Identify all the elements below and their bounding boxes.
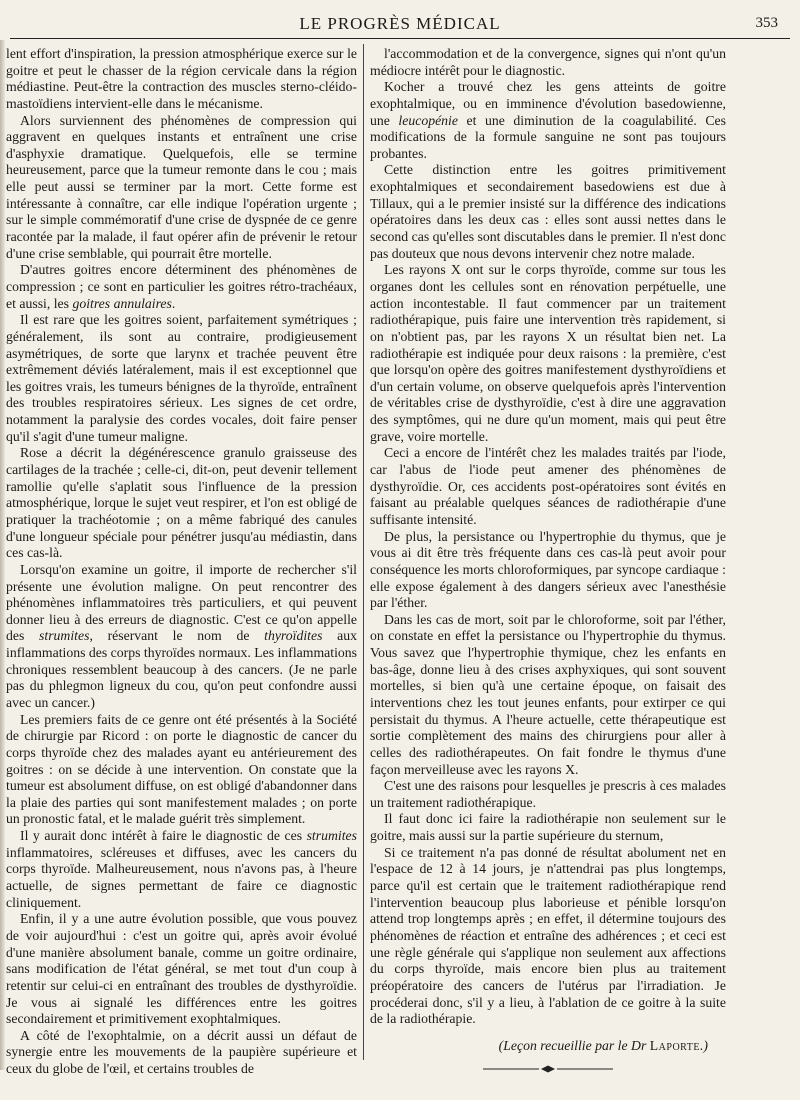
paragraph: Les premiers faits de ce genre ont été présentés à la Société de chirurgie par Ricord : on porte le diagnostic de cancer du corps thyroïde chez des malades ayant eu antérieurement des goitres : on se décide à une intervention. On constate que la tumeur est absolument diffuse, on est obligé d'abandonner dans la plaie des parties qui sont manifestement malades ; on porte un pronostic fatal, et le malade guérit très simplement.	[6, 711, 357, 827]
credit-suffix: .)	[699, 1037, 708, 1053]
paragraph: Les rayons X ont sur le corps thyroïde, comme sur tous les organes dont les cellules sont en rénovation perpétuelle, une action incontestable. Il faut commencer par un traitement radiothérapique, puis faire une intervention très rapidement, si on n'obtient pas, par les rayons X un résultat bien net. La radiothérapie est indiquée pour deux raisons : la première, c'est que lorsqu'on opère des goitres manifestement dysthyroïdiens et d'un certain volume, on observe quelquefois après l'intervention de véritables crise de dysthyroïdie, c'est à dire une aggravation des symptômes, qui ne dure qu'un moment, mais qui peut être grave, voire mortelle.	[370, 262, 726, 444]
page-binding-edge	[0, 40, 5, 1070]
paragraph: Kocher a trouvé chez les gens atteints de goitre exophtalmique, ou en imminence d'évolution basedowienne, une leucopénie et une diminution de la coagulabilité. Ces modifications de la formule sanguine ne sont pas toujours probantes.	[370, 79, 726, 161]
paragraph: D'autres goitres encore déterminent des phénomènes de compression ; ce sont en particulier les goitres rétro-trachéaux, et aussi, les goitres annulaires.	[6, 262, 357, 311]
page-number: 353	[755, 15, 778, 31]
paragraph: Il faut donc ici faire la radiothérapie non seulement sur le goitre, mais aussi sur la partie supérieure du sternum,	[370, 811, 726, 844]
paragraph: C'est une des raisons pour lesquelles je prescris à ces malades un traitement radiothérapique.	[370, 778, 726, 810]
paragraph: Cette distinction entre les goitres primitivement exophtalmiques et secondairement basedowiens est due à Tillaux, qui a le premier insisté sur la différence des indications opératoires dans les deux cas : elles sont aussi nettes dans le second cas qu'elles sont discutables dans le premier. Il n'est donc pas douteux que nous devons intervenir chez notre malade.	[370, 162, 726, 261]
lecture-credit	[370, 1038, 726, 1055]
column-divider	[363, 44, 364, 1060]
left-column	[6, 46, 357, 1078]
header-rule	[10, 38, 790, 39]
paragraph: l'accommodation et de la convergence, signes qui n'ont qu'un médiocre intérêt pour le diagnostic.	[370, 46, 726, 78]
paragraph: lent effort d'inspiration, la pression atmosphérique exerce sur le goitre et peut le chasser de la région cervicale dans la région médiastine. Peut-être la contraction des muscles sterno-cléido-mastoïdiens intervient-elle dans le mécanisme.	[6, 46, 357, 111]
credit-prefix: (Leçon recueillie par le Dr	[498, 1037, 647, 1053]
paragraph: Si ce traitement n'a pas donné de résultat abolument net en l'espace de 12 à 14 jours, je n'attendrai pas plus longtemps, parce qu'il est certain que le traitement radiothérapique rend l'intervention beaucoup plus laborieuse et pénible lorsqu'on attend trop longtemps après ; en effet, il détermine toujours des phénomènes de réaction et entraîne des adhérences ; et ceci est une règle générale qui s'applique non seulement aux affections du corps thyroïde, mais encore bien plus au traitement préopératoire des cancers de l'utérus par l'irradiation. Je procéderai donc, s'il y a lieu, à l'ablation de ce goitre à la suite de la radiothérapie.	[370, 844, 726, 1027]
right-column-body	[370, 46, 726, 1028]
page-header	[0, 14, 800, 38]
paragraph: Lorsqu'on examine un goitre, il importe de rechercher s'il présente une évolution maligne. On peut rencontrer des phénomènes inflammatoires très particuliers, et qui peuvent donner lieu à des erreurs de diagnostic. C'est ce qu'on appelle des strumites, réservant le nom de thyroïdites aux inflammations des corps thyroïdes normaux. Les inflammations chroniques ressemblent beaucoup à des cancers. (Je ne parle pas du phlegmon ligneux du cou, qu'on peut confondre aussi avec un cancer.)	[6, 561, 357, 710]
paragraph: Enfin, il y a une autre évolution possible, que vous pouvez de voir aujourd'hui : c'est un goitre qui, après avoir évolué d'une manière absolument banale, comme un goitre ordinaire, sans modification de l'état général, se met tout d'un coup à retentir sur celui-ci en entraînant des troubles de dysthyroïdie. Je vous ai signalé les différences entre les goitres secondairement et primitivement exophtalmiques.	[6, 911, 357, 1027]
paragraph: Dans les cas de mort, soit par le chloroforme, soit par l'éther, on constate en effet la persistance ou l'hypertrophie du thymus. Vous savez que l'hypertrophie thymique, chez les enfants en bas-âge, donne lieu à des crises axphyxiques, qui sont souvent mortelles, si bien qu'à une certaine époque, on faisait des interventions chez les tout jeunes enfants, pour extirper ce qui persistait du thymus. A l'heure actuelle, cette thérapeutique est sortie complètement des mains des chirurgiens pour aller à celles des radiothérapeutes. On fait fondre le thymus d'une façon merveilleuse avec les rayons X.	[370, 611, 726, 777]
running-title: LE PROGRÈS MÉDICAL	[299, 14, 501, 33]
end-ornament-icon	[483, 1064, 613, 1074]
right-column	[370, 46, 726, 1074]
paragraph: Rose a décrit la dégénérescence granulo graisseuse des cartilages de la trachée ; celle-ci, dit-on, peut devenir tellement ramollie qu'elle s'aplatit sous l'influence de la pression atmosphérique, lorque le sujet veut respirer, et l'on est obligé de pratiquer la trachéotomie ; on a même fabriqué des canules d'une longueur spéciale pour pénétrer jusqu'au médiastin, dans ces cas-là.	[6, 445, 357, 561]
paragraph: De plus, la persistance ou l'hypertrophie du thymus, que je vous ai dit être très fréquente dans ces cas-là peut avoir pour conséquence les morts chloroformiques, par syncope cardiaque : elle expose également à des dangers sérieux avec l'anesthésie par l'éther.	[370, 528, 726, 611]
paragraph: Ceci a encore de l'intérêt chez les malades traités par l'iode, car l'abus de l'iode peut amener des phénomènes de dysthyroïdie. Or, ces accidents post-opératoires sont évités en faisant au préalable quelques séances de radiothérapie d'une suffisante intensité.	[370, 445, 726, 527]
paragraph: A côté de l'exophtalmie, on a décrit aussi un défaut de synergie entre les mouvements de la paupière supérieure et ceux du globe de l'œil, et certains troubles de	[6, 1027, 357, 1077]
paragraph: Il est rare que les goitres soient, parfaitement symétriques ; généralement, ils sont au contraire, prodigieusement asymétriques, de sorte que larynx et trachée peuvent être extrêmement déviés latéralement, mais il est exceptionnel que les goitres vrais, les tumeurs bénignes de la thyroïde, entraînent des troubles respiratoires sérieux. Les signes de cet ordre, notamment la paralysie des cordes vocales, doit faire penser qu'il s'agit d'une tumeur maligne.	[6, 312, 357, 444]
end-ornament	[370, 1064, 726, 1074]
paragraph: Alors surviennent des phénomènes de compression qui aggravent en quelques instants et entraînent une crise d'asphyxie dramatique. Quelquefois, elle se termine heureusement, parce que la tumeur remonte dans le cou ; mais elle peut aussi se terminer par la mort. Cette forme est intéressante à connaître, car elle indique l'opération urgente ; sur le simple commémoratif d'une crise de dyspnée de ce genre racontée par la malade, il faut opérer afin de prévenir le retour d'une crise semblable, qui pourrait être mortelle.	[6, 112, 357, 261]
paragraph: Il y aurait donc intérêt à faire le diagnostic de ces strumites inflammatoires, scléreuses et diffuses, avec les cancers du corps thyroïde. Malheureusement, nous n'avons pas, à l'heure actuelle, de signes permettant de faire ce diagnostic cliniquement.	[6, 828, 357, 910]
credit-name: Laporte	[649, 1037, 700, 1053]
